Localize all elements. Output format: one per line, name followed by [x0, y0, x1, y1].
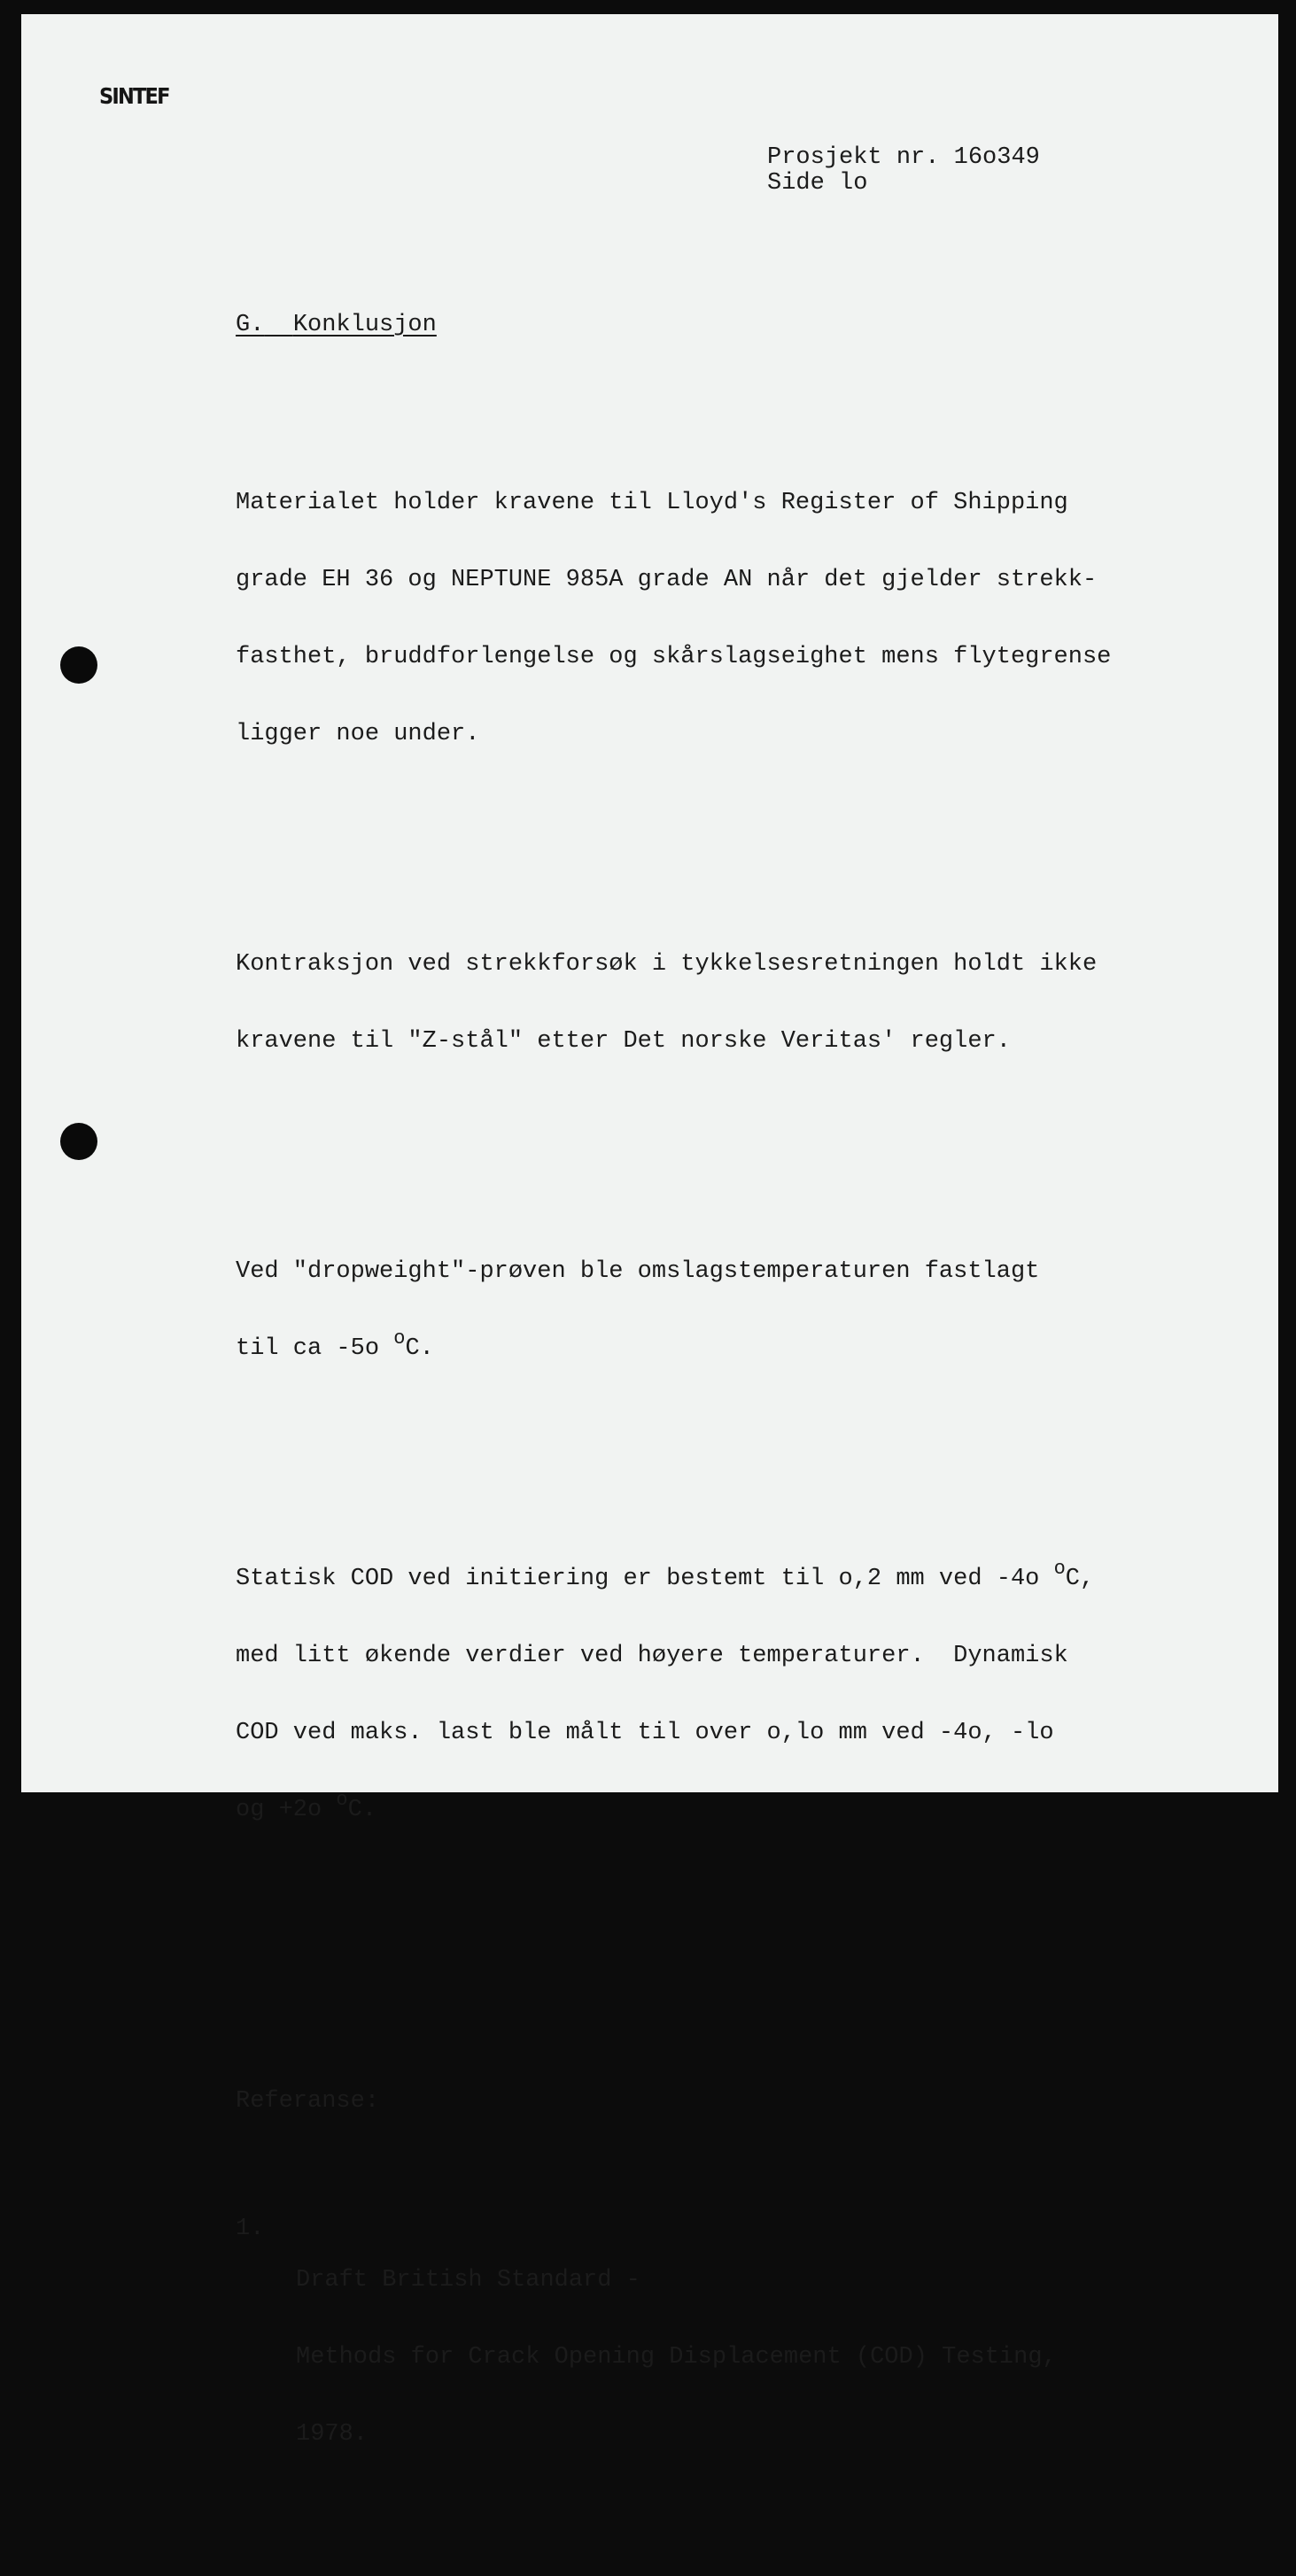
document-body: [236, 236, 1228, 2576]
reference-item: [236, 2216, 1228, 2499]
text-line: COD ved maks. last ble målt til over o,lo mm ved -4o, -lo: [236, 1720, 1054, 1746]
degree-symbol: o: [336, 1789, 348, 1811]
text-line: fasthet, bruddforlengelse og skårslagseighet mens flytegrense: [236, 644, 1112, 670]
text-line: grade EH 36 og NEPTUNE 985A grade AN når det gjelder strekk-: [236, 567, 1098, 593]
text-line: 1978.: [296, 2421, 369, 2448]
text-line: [236, 1558, 1228, 1592]
text-segment: C,: [1065, 1566, 1095, 1592]
text-segment: Statisk COD ved initiering er bestemt til o,2 mm ved -4o: [236, 1566, 1054, 1592]
text-segment: til ca -5o: [236, 1335, 394, 1362]
degree-symbol: o: [393, 1327, 406, 1350]
text-line: Methods for Crack Opening Displacement (COD) Testing,: [296, 2344, 1057, 2371]
page-number: Side lo: [767, 170, 868, 197]
text-line: Kontraksjon ved strekkforsøk i tykkelsesretningen holdt ikke: [236, 951, 1098, 978]
text-line: [236, 1789, 1228, 1823]
punch-hole: [60, 1123, 97, 1160]
degree-symbol: o: [1053, 1558, 1066, 1580]
text-segment: C.: [405, 1335, 434, 1362]
sintef-logo: SINTEF: [99, 83, 169, 109]
reference-number: 1.: [236, 2216, 265, 2242]
text-segment: og +2o: [236, 1797, 337, 1823]
text-line: Ved "dropweight"-prøven ble omslagstemperaturen fastlagt: [236, 1258, 1040, 1285]
paragraph-contraction: [236, 901, 1228, 1106]
paragraph-materials: [236, 439, 1228, 799]
reference-text: [296, 2216, 1057, 2499]
references-title: Referanse:: [236, 2088, 380, 2115]
paragraph-dropweight: [236, 1208, 1228, 1413]
section-number: G.: [236, 312, 265, 338]
punch-hole: [60, 646, 97, 684]
project-number: Prosjekt nr. 16o349: [767, 144, 1040, 171]
text-line: [236, 1327, 1228, 1362]
document-page: [21, 14, 1278, 2448]
paragraph-cod: [236, 1515, 1228, 1875]
text-line: kravene til "Z-stål" etter Det norske Veritas' regler.: [236, 1028, 1011, 1055]
text-line: Materialet holder kravene til Lloyd's Register of Shipping: [236, 490, 1068, 516]
page-header: [767, 145, 1040, 197]
section-heading: [236, 313, 1228, 338]
section-title: Konklusjon: [292, 312, 437, 338]
text-line: ligger noe under.: [236, 721, 480, 747]
text-line: Draft British Standard -: [296, 2267, 640, 2294]
text-line: med litt økende verdier ved høyere temperaturer. Dynamisk: [236, 1643, 1068, 1669]
text-segment: C.: [347, 1797, 377, 1823]
